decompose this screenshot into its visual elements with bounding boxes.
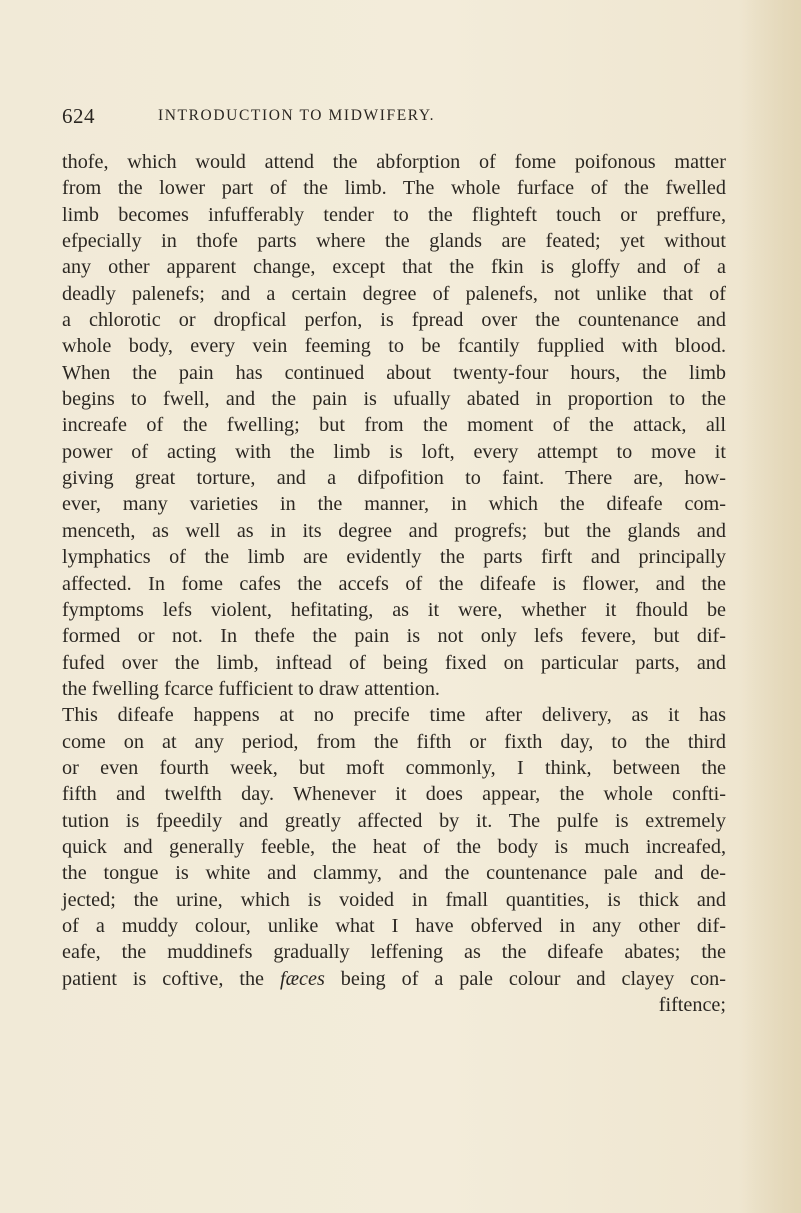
text-line: fufed over the limb, inftead of being fixed on particular parts, and: [62, 651, 726, 674]
text-line: When the pain has continued about twenty-four hours, the limb: [62, 361, 726, 384]
text-line: giving great torture, and a difpofition to faint. There are, how-: [62, 467, 726, 490]
text-line: or even fourth week, but moft commonly, I think, between the: [62, 756, 726, 779]
text-line: whole body, every vein feeming to be fcantily fupplied with blood.: [62, 335, 726, 358]
text-line: of a muddy colour, unlike what I have obferved in any other dif-: [62, 914, 726, 937]
text-line: the tongue is white and clammy, and the countenance pale and de-: [62, 862, 726, 885]
catchword: fiftence;: [658, 994, 726, 1016]
line-segment: being of a pale colour and clayey con-: [324, 967, 726, 990]
text-line: any other apparent change, except that the fkin is gloffy and of a: [62, 256, 726, 279]
text-line: jected; the urine, which is voided in fmall quantities, is thick and: [62, 888, 726, 911]
text-line: from the lower part of the limb. The whole furface of the fwelled: [62, 177, 726, 200]
text-line: formed or not. In thefe the pain is not only lefs fevere, but dif-: [62, 625, 726, 648]
text-line: quick and generally feeble, the heat of the body is much increafed,: [62, 835, 726, 858]
italic-word: fæces: [279, 967, 325, 990]
text-line: efpecially in thofe parts where the glands are feated; yet without: [62, 230, 726, 253]
page-number: 624: [62, 104, 95, 128]
text-line: power of acting with the limb is loft, every attempt to move it: [62, 440, 726, 463]
text-line: a chlorotic or dropfical perfon, is fpread over the countenance and: [62, 309, 726, 332]
text-line: limb becomes infufferably tender to the flighteft touch or preffure,: [62, 203, 726, 226]
line-segment: patient is coftive, the: [62, 967, 280, 990]
text-line: tution is fpeedily and greatly affected by it. The pulfe is extremely: [62, 809, 726, 832]
text-line-with-italic: [62, 966, 726, 992]
text-line: come on at any period, from the fifth or fixth day, to the third: [62, 730, 726, 753]
running-head: INTRODUCTION TO MIDWIFERY.: [158, 107, 436, 124]
page-header: [62, 104, 722, 130]
text-line: ever, many varieties in the manner, in which the difeafe com-: [62, 493, 726, 516]
text-line: menceth, as well as in its degree and progrefs; but the glands and: [62, 519, 726, 542]
text-line: lymphatics of the limb are evidently the parts firft and principally: [62, 546, 726, 569]
text-line: affected. In fome cafes the accefs of the difeafe is flower, and the: [62, 572, 726, 595]
text-line: begins to fwell, and the pain is ufually abated in proportion to the: [62, 388, 726, 411]
text-line: This difeafe happens at no precife time after delivery, as it has: [62, 704, 726, 727]
text-line: fifth and twelfth day. Whenever it does appear, the whole confti-: [62, 783, 726, 806]
text-line: deadly palenefs; and a certain degree of palenefs, not unlike that of: [62, 282, 726, 305]
page-edge-shadow: [741, 0, 801, 1213]
text-line: eafe, the muddinefs gradually leffening as the difeafe abates; the: [62, 941, 726, 964]
text-line: thofe, which would attend the abforption of fome poifonous matter: [62, 151, 726, 173]
text-line: fymptoms lefs violent, hefitating, as it were, whether it fhould be: [62, 598, 726, 621]
body-text: [62, 149, 726, 1018]
text-line: increafe of the fwelling; but from the moment of the attack, all: [62, 414, 726, 437]
paragraph-end-line: the fwelling fcarce fufficient to draw attention.: [62, 677, 440, 700]
